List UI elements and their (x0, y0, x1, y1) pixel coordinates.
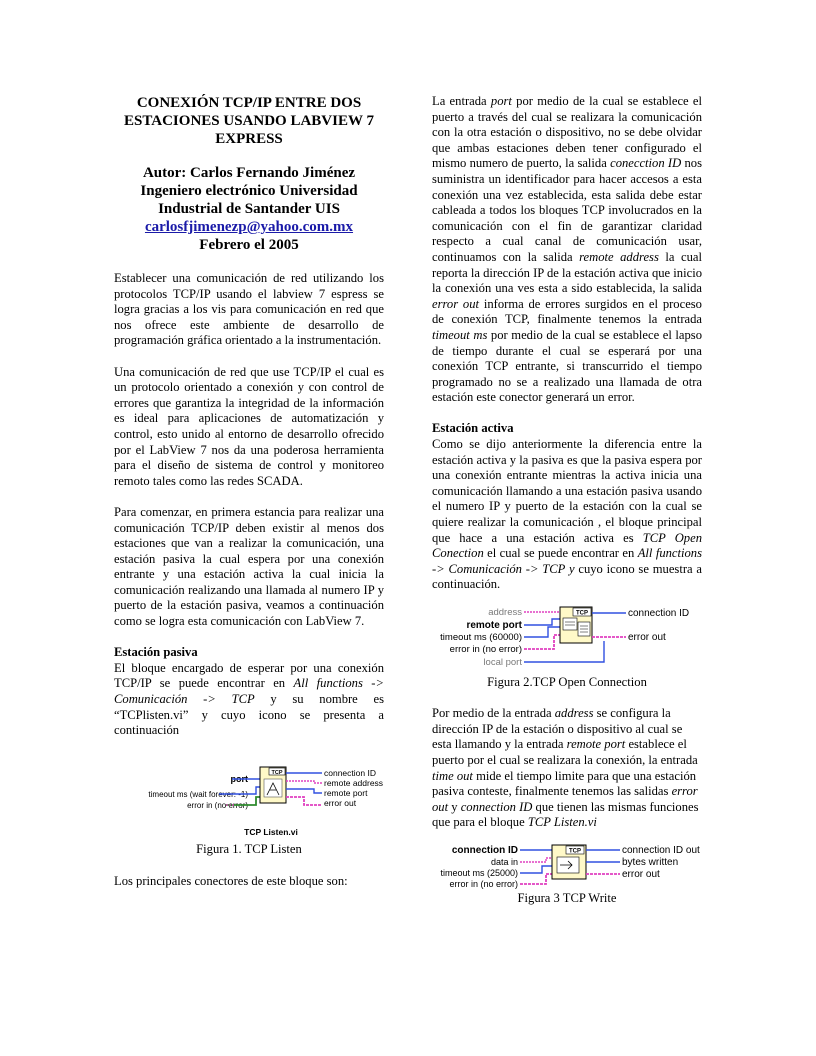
paragraph-listen-connectors: La entrada port por medio de la cual se establece el puerto a través del cual se realizara la comunicación con la otra estación o dispositivo, no se debe olvidar que ambas estaciones deben tener configurado el mismo numero de puerto, la salida conecction ID nos suministra un identificador para hacer accesos a esta conexión una vez establecida, esta salida debe estar cableada a todos los bloques TCP involucrados en la comunicación con el fin de garantizar claridad respecto a cual canal de comunicación usar, continuamos con la salida remote address la cual reporta la dirección IP de la estación activa que inicio la conexión una ves esta a sido establecida, la salida error out informa de errores surgidos en el proceso de conexión TCP, finalmente tenemos la entrada timeout ms por medio de la cual se establece el lapso de tiempo durante el cual se esperará por una conexión TCP entrante, si transcurrido el tiempo programado no se a realizado una llamada de otra estación este conector generará un error. (432, 94, 703, 405)
tcp-listen-diagram (114, 765, 384, 843)
fig3-input-connection-id: connection ID (451, 844, 518, 856)
fig1-output-remote-port: remote port (324, 787, 368, 798)
title-block (114, 94, 384, 254)
figure-tcp-open-connection (432, 605, 702, 675)
fig3-input-timeout: timeout ms (25000) (440, 867, 518, 878)
date: Febrero el 2005 (199, 237, 299, 253)
paragraph-open-connection: Por medio de la entrada address se configura la dirección IP de la estación o dispositivo al cual se esta llamando y la entrada remote port establece el puerto por el cual se realizara la conexión, la entrada time out mide el tiempo limite para que una estación pasiva conteste, finalmente tenemos las salidas error out y connection ID que tienen las mismas funciones que para el bloque TCP Listen.vi (432, 706, 699, 830)
affiliation-line-2: Industrial de Santander UIS (158, 201, 340, 217)
fig3-icon-label: TCP (569, 848, 581, 855)
heading-estacion-activa: Estación activa (432, 421, 514, 436)
paragraph-tcpip: Una comunicación de red que use TCP/IP el cual es un protocolo orientado a conexión y con control de errores que garantiza la integridad de la información es ideal para aplicaciones de automatización y control, esto unido al entorno de desarrollo ofrecido por el LabView 7 nos da una poderosa herramienta para el diseño de sistema de control y monitoreo remoto tales como las redes SCADA. (114, 364, 384, 488)
fig2-input-timeout: timeout ms (60000) (440, 632, 522, 643)
tcp-write-diagram (432, 843, 702, 897)
title-line-2: ESTACIONES USANDO LABVIEW 7 (124, 113, 374, 129)
figure-tcp-write (432, 843, 702, 897)
figure-3-caption: Figura 3 TCP Write (517, 890, 617, 905)
fig2-input-local-port: local port (483, 657, 522, 668)
paragraph-intro: Establecer una comunicación de red utilizando los protocolos TCP/IP usando el labview 7 espress se logra gracias a los vis para comunicación en red que nos ofrece este ambiente de desarrollo de programación gráfica orientado a la instrumentación. (114, 271, 384, 348)
affiliation-line-1: Ingeniero electrónico Universidad (140, 183, 358, 199)
figure-1-caption: Figura 1. TCP Listen (196, 841, 302, 856)
figure-2-caption: Figura 2.TCP Open Connection (487, 675, 647, 689)
fig2-input-address: address (488, 607, 522, 618)
fig1-input-port: port (230, 773, 248, 784)
fig3-output-connection-id: connection ID out (622, 844, 700, 856)
fig2-output-connection-id: connection ID (628, 608, 690, 619)
paragraph-stations: Para comenzar, en primera estancia para realizar una comunicación TCP/IP deben existir al menos dos estaciones que van a realizar la comunicación, una estación pasiva la cual espera por una conexión entrante y una estación activa la cual inicia la comunicación realizando una llamada al numero IP y puerto de la estación pasiva, veamos a continuación como se logra esta comunicación con LabView 7. (114, 504, 384, 629)
fig2-output-error: error out (628, 632, 666, 643)
fig1-output-remote-address: remote address (324, 777, 384, 788)
fig2-input-error: error in (no error) (449, 644, 522, 655)
fig2-input-remote-port: remote port (466, 620, 522, 631)
right-column (432, 94, 702, 907)
email-link[interactable]: carlosfjimenezp@yahoo.com.mx (144, 219, 354, 235)
heading-estacion-pasiva: Estación pasiva (114, 645, 198, 660)
fig1-input-error: error in (no error) (187, 800, 248, 810)
fig1-icon-label: TCP (271, 769, 283, 776)
paragraph-activa: Como se dijo anteriormente la diferencia entre la estación activa y la pasiva es que la pasiva espera por una conexión entrante mientras la activa inicia una comunicación llamando a una estación pasiva usando el numero IP y puerto de la estación con la cual se quiere realizar la comunicación , el bloque principal que hace a una estación activa es TCP Open Conection el cual se puede encontrar en All functions -> Comunicación -> TCP y cuyo icono se muestra a continuación. (432, 437, 703, 592)
fig1-input-timeout: timeout ms (wait forever: -1) (148, 789, 248, 799)
fig3-output-error: error out (622, 868, 660, 880)
fig2-icon-label: TCP (576, 610, 588, 617)
figure-tcp-listen (114, 765, 384, 843)
author: Autor: Carlos Fernando Jiménez (142, 165, 356, 181)
fig3-input-error: error in (no error) (449, 878, 518, 889)
title-line-3: EXPRESS (215, 131, 283, 147)
left-column (114, 94, 384, 890)
fig3-output-bytes-written: bytes written (622, 856, 679, 868)
tcp-open-connection-diagram (432, 605, 702, 675)
paragraph-pasiva: El bloque encargado de esperar por una conexión TCP/IP se puede encontrar en All functions -> Comunicación -> TCP y su nombre es “TCPlisten.vi” y cuyo icono se presenta a continuación (114, 660, 384, 738)
title-line-1: CONEXIÓN TCP/IP ENTRE DOS (136, 95, 362, 111)
fig3-input-data: data in (490, 856, 518, 867)
fig1-output-connection-id: connection ID (324, 767, 376, 778)
paragraph-connectors: Los principales conectores de este bloque son: (114, 874, 348, 889)
fig1-output-error: error out (324, 797, 357, 808)
fig1-vi-name: TCP Listen.vi (244, 826, 298, 837)
